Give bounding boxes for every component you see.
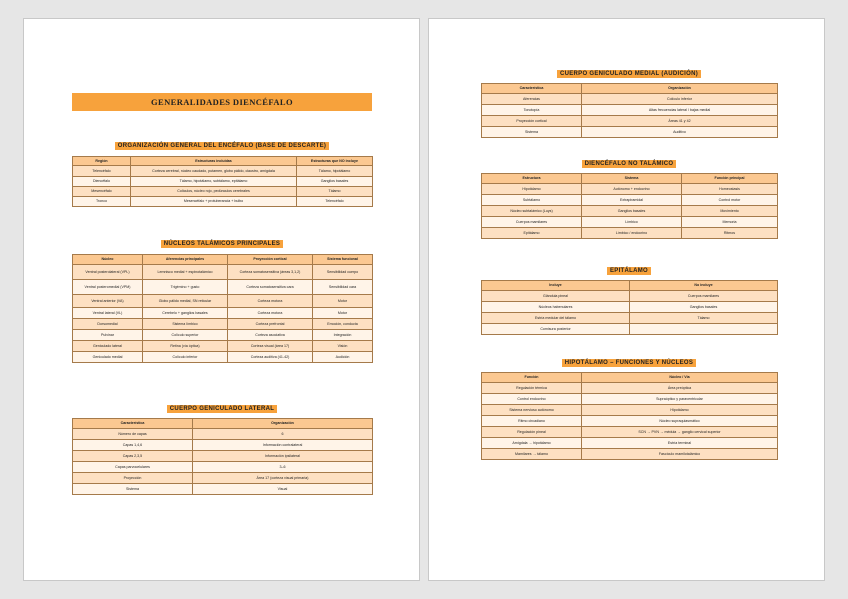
table-cell: SCN → PVN → médula → ganglio cervical superior [582, 427, 778, 438]
table-header-row [482, 84, 778, 94]
table-cell: Extrapiramidal [582, 195, 682, 206]
table-cell: Colículo superior [143, 330, 228, 341]
table-cell: Capas 2,3,5 [73, 451, 193, 462]
column-header: Proyección cortical [228, 255, 313, 265]
table-cell: Ganglios basales [630, 302, 778, 313]
table-row [73, 319, 373, 330]
table-cell: Estría medular del tálamo [482, 313, 630, 324]
table-cell: Control motor [682, 195, 778, 206]
table-cell: Geniculado lateral [73, 341, 143, 352]
section-title-nucleos [72, 241, 372, 247]
table-cell: 6 [193, 429, 373, 440]
table-row [482, 127, 778, 138]
table-cell: Ganglios basales [297, 177, 373, 187]
column-header: Región [73, 157, 131, 166]
table-row [73, 295, 373, 308]
table-cell: Retina (vía óptica) [143, 341, 228, 352]
table-row [73, 177, 373, 187]
table-header-row [73, 419, 373, 429]
section-title-nucleos-text: NÚCLEOS TALÁMICOS PRINCIPALES [161, 240, 283, 248]
table-no-talamico [481, 173, 778, 239]
table-row [482, 206, 778, 217]
table-row [73, 451, 373, 462]
section-title-geniculado-lateral [72, 406, 372, 412]
column-header: Característica [73, 419, 193, 429]
table-row [73, 280, 373, 295]
table-cell: Dorsomedial [73, 319, 143, 330]
section-title-hipotalamo-text: HIPOTÁLAMO – FUNCIONES Y NÚCLEOS [562, 359, 696, 367]
column-header: No incluye [630, 281, 778, 291]
table-cell: Fascículo mamilotalámico [582, 449, 778, 460]
section-title-hipotalamo [481, 360, 777, 366]
table-cell: Altas frecuencias lateral / bajas medial [582, 105, 778, 116]
table-cell: Corteza motora [228, 295, 313, 308]
table-row [482, 302, 778, 313]
table-row [73, 308, 373, 319]
table-cell: Áreas 41 y 42 [582, 116, 778, 127]
table-cell: Motor [313, 295, 373, 308]
section-title-no-talamico-text: DIENCÉFALO NO TALÁMICO [582, 160, 677, 168]
table-cell: Corteza somatosensitiva (áreas 3,1,2) [228, 265, 313, 280]
column-header: Organización [193, 419, 373, 429]
table-row [482, 394, 778, 405]
table-cell: Sistema límbico [143, 319, 228, 330]
table-row [73, 187, 373, 197]
table-cell: Capas 1,4,6 [73, 440, 193, 451]
table-row [482, 405, 778, 416]
table-row [482, 416, 778, 427]
table-row [73, 341, 373, 352]
table-cell: Diencéfalo [73, 177, 131, 187]
table-cell: Subtálamo [482, 195, 582, 206]
table-cell: Sistema nervioso autónomo [482, 405, 582, 416]
section-title-organizacion-text: ORGANIZACIÓN GENERAL DEL ENCÉFALO (BASE DE DESCARTE) [115, 142, 329, 150]
table-cell: Control endocrino [482, 394, 582, 405]
table-row [482, 105, 778, 116]
table-cell: Epitálamo [482, 228, 582, 239]
table-geniculado-medial [481, 83, 778, 138]
table-cell: Globo pálido medial, SN reticular [143, 295, 228, 308]
table-cell: Motor [313, 308, 373, 319]
table-cell: Audición [313, 352, 373, 363]
table-row [482, 324, 778, 335]
column-header: Organización [582, 84, 778, 94]
table-row [482, 383, 778, 394]
table-cell: Glándula pineal [482, 291, 630, 302]
table-row [73, 352, 373, 363]
column-header: Función [482, 373, 582, 383]
table-cell: Visión [313, 341, 373, 352]
table-cell: Colículo inferior [143, 352, 228, 363]
table-row [482, 313, 778, 324]
table-row [482, 94, 778, 105]
section-title-geniculado-medial-text: CUERPO GENICULADO MEDIAL (AUDICIÓN) [557, 70, 701, 78]
table-cell: Ventral lateral (VL) [73, 308, 143, 319]
table-cell: Núcleo subtalámico (Luys) [482, 206, 582, 217]
table-cell: Integración [313, 330, 373, 341]
table-cell: Tálamo [630, 313, 778, 324]
table-epitalamo [481, 280, 778, 335]
table-row [73, 440, 373, 451]
table-cell: Ritmo circadiano [482, 416, 582, 427]
table-cell: Geniculado medial [73, 352, 143, 363]
table-cell: Lemnisco medial + espinotalámico [143, 265, 228, 280]
table-row [482, 449, 778, 460]
section-title-organizacion [72, 143, 372, 149]
table-row [482, 195, 778, 206]
table-nucleos [72, 254, 373, 363]
table-cell: Sistema [482, 127, 582, 138]
table-cell: Colículos, núcleo rojo, pedúnculos cerebrales [131, 187, 297, 197]
table-cell: Ganglios basales [582, 206, 682, 217]
table-cell: Hipotálamo [482, 184, 582, 195]
table-row [482, 217, 778, 228]
column-header: Aferencias principales [143, 255, 228, 265]
column-header: Núcleo / Vía [582, 373, 778, 383]
table-cell: Tálamo [297, 187, 373, 197]
table-cell: Pulvinar [73, 330, 143, 341]
table-cell: Emoción, conducta [313, 319, 373, 330]
table-cell: Corteza motora [228, 308, 313, 319]
table-cell [630, 324, 778, 335]
table-row [73, 330, 373, 341]
column-header: Característica [482, 84, 582, 94]
document-page-right [428, 18, 825, 581]
table-row [482, 438, 778, 449]
table-row [482, 184, 778, 195]
table-row [73, 166, 373, 177]
table-cell: Homeostasis [682, 184, 778, 195]
table-cell: Núcleo supraquiasmático [582, 416, 778, 427]
section-title-epitalamo [481, 268, 777, 274]
table-cell: Información ipsilateral [193, 451, 373, 462]
table-cell: Corteza prefrontal [228, 319, 313, 330]
table-cell: Núcleos habenulares [482, 302, 630, 313]
table-cell: Área 17 (corteza visual primaria) [193, 473, 373, 484]
column-header: Sistema funcional [313, 255, 373, 265]
table-cell: Trigémino + gusto [143, 280, 228, 295]
table-cell: Capas parvocelulares [73, 462, 193, 473]
table-row [73, 265, 373, 280]
table-header-row [482, 281, 778, 291]
table-cell: Tálamo, hipotálamo [297, 166, 373, 177]
section-title-geniculado-medial [481, 71, 777, 77]
table-cell: Sensibilidad cuerpo [313, 265, 373, 280]
table-cell: Tonotopía [482, 105, 582, 116]
table-cell: Ventral posterolateral (VPL) [73, 265, 143, 280]
table-cell: Regulación pineal [482, 427, 582, 438]
table-cell: Movimiento [682, 206, 778, 217]
table-row [482, 291, 778, 302]
table-geniculado-lateral [72, 418, 373, 495]
table-cell: Número de capas [73, 429, 193, 440]
table-cell: Hipotálamo [582, 405, 778, 416]
table-cell: Sistema [73, 484, 193, 495]
column-header: Sistema [582, 174, 682, 184]
table-cell: Proyección [73, 473, 193, 484]
table-cell: Estría terminal [582, 438, 778, 449]
table-row [73, 484, 373, 495]
table-cell: Comisura posterior [482, 324, 630, 335]
table-header-row [73, 157, 373, 166]
section-title-geniculado-lateral-text: CUERPO GENICULADO LATERAL [167, 405, 277, 413]
table-header-row [73, 255, 373, 265]
table-cell: Regulación térmica [482, 383, 582, 394]
table-cell: Límbico [582, 217, 682, 228]
table-cell: Mamilares → tálamo [482, 449, 582, 460]
column-header: Estructura [482, 174, 582, 184]
table-row [73, 429, 373, 440]
table-cell: Sensibilidad cara [313, 280, 373, 295]
section-title-epitalamo-text: EPITÁLAMO [607, 267, 651, 275]
column-header: Estructuras que NO incluye [297, 157, 373, 166]
document-page-left [23, 18, 420, 581]
table-cell: Cuerpos mamilares [482, 217, 582, 228]
table-hipotalamo [481, 372, 778, 460]
table-header-row [482, 174, 778, 184]
table-cell: Tronco [73, 197, 131, 207]
table-cell: Tálamo, hipotálamo, subtálamo, epitálamo [131, 177, 297, 187]
column-header: Núcleo [73, 255, 143, 265]
table-cell: Telencéfalo [297, 197, 373, 207]
table-cell: Telencéfalo [73, 166, 131, 177]
column-header: Función principal [682, 174, 778, 184]
table-cell: Supraóptico y paraventricular [582, 394, 778, 405]
table-cell: Mesencéfalo + protuberancia + bulbo [131, 197, 297, 207]
table-cell: Ventral anterior (VA) [73, 295, 143, 308]
table-row [73, 462, 373, 473]
table-cell: 3–6 [193, 462, 373, 473]
column-header: Incluye [482, 281, 630, 291]
table-cell: Cuerpos mamilares [630, 291, 778, 302]
table-cell: Ventral posteromedial (VPM) [73, 280, 143, 295]
table-header-row [482, 373, 778, 383]
table-cell: Amígdala → hipotálamo [482, 438, 582, 449]
table-cell: Corteza somatosensitiva cara [228, 280, 313, 295]
table-cell: Corteza cerebral, núcleo caudado, putamen, globo pálido, claustro, amígdala [131, 166, 297, 177]
table-row [482, 427, 778, 438]
table-cell: Proyección cortical [482, 116, 582, 127]
table-organizacion [72, 156, 373, 207]
table-cell: Corteza asociativa [228, 330, 313, 341]
table-cell: Corteza visual (área 17) [228, 341, 313, 352]
section-title-no-talamico [481, 161, 777, 167]
table-cell: Colículo inferior [582, 94, 778, 105]
table-row [73, 197, 373, 207]
table-cell: Autónomo + endocrino [582, 184, 682, 195]
table-cell: Auditivo [582, 127, 778, 138]
table-cell: Visual [193, 484, 373, 495]
table-cell: Ritmos [682, 228, 778, 239]
table-cell: Mesencéfalo [73, 187, 131, 197]
page-title-banner: GENERALIDADES DIENCÉFALO [72, 93, 372, 111]
column-header: Estructuras incluidas [131, 157, 297, 166]
table-cell: Corteza auditiva (41-42) [228, 352, 313, 363]
table-cell: Área preóptica [582, 383, 778, 394]
table-cell: Cerebelo + ganglios basales [143, 308, 228, 319]
table-cell: Información contralateral [193, 440, 373, 451]
table-cell: Aferencias [482, 94, 582, 105]
table-cell: Límbico / endocrino [582, 228, 682, 239]
table-row [482, 116, 778, 127]
table-row [73, 473, 373, 484]
table-row [482, 228, 778, 239]
table-cell: Memoria [682, 217, 778, 228]
